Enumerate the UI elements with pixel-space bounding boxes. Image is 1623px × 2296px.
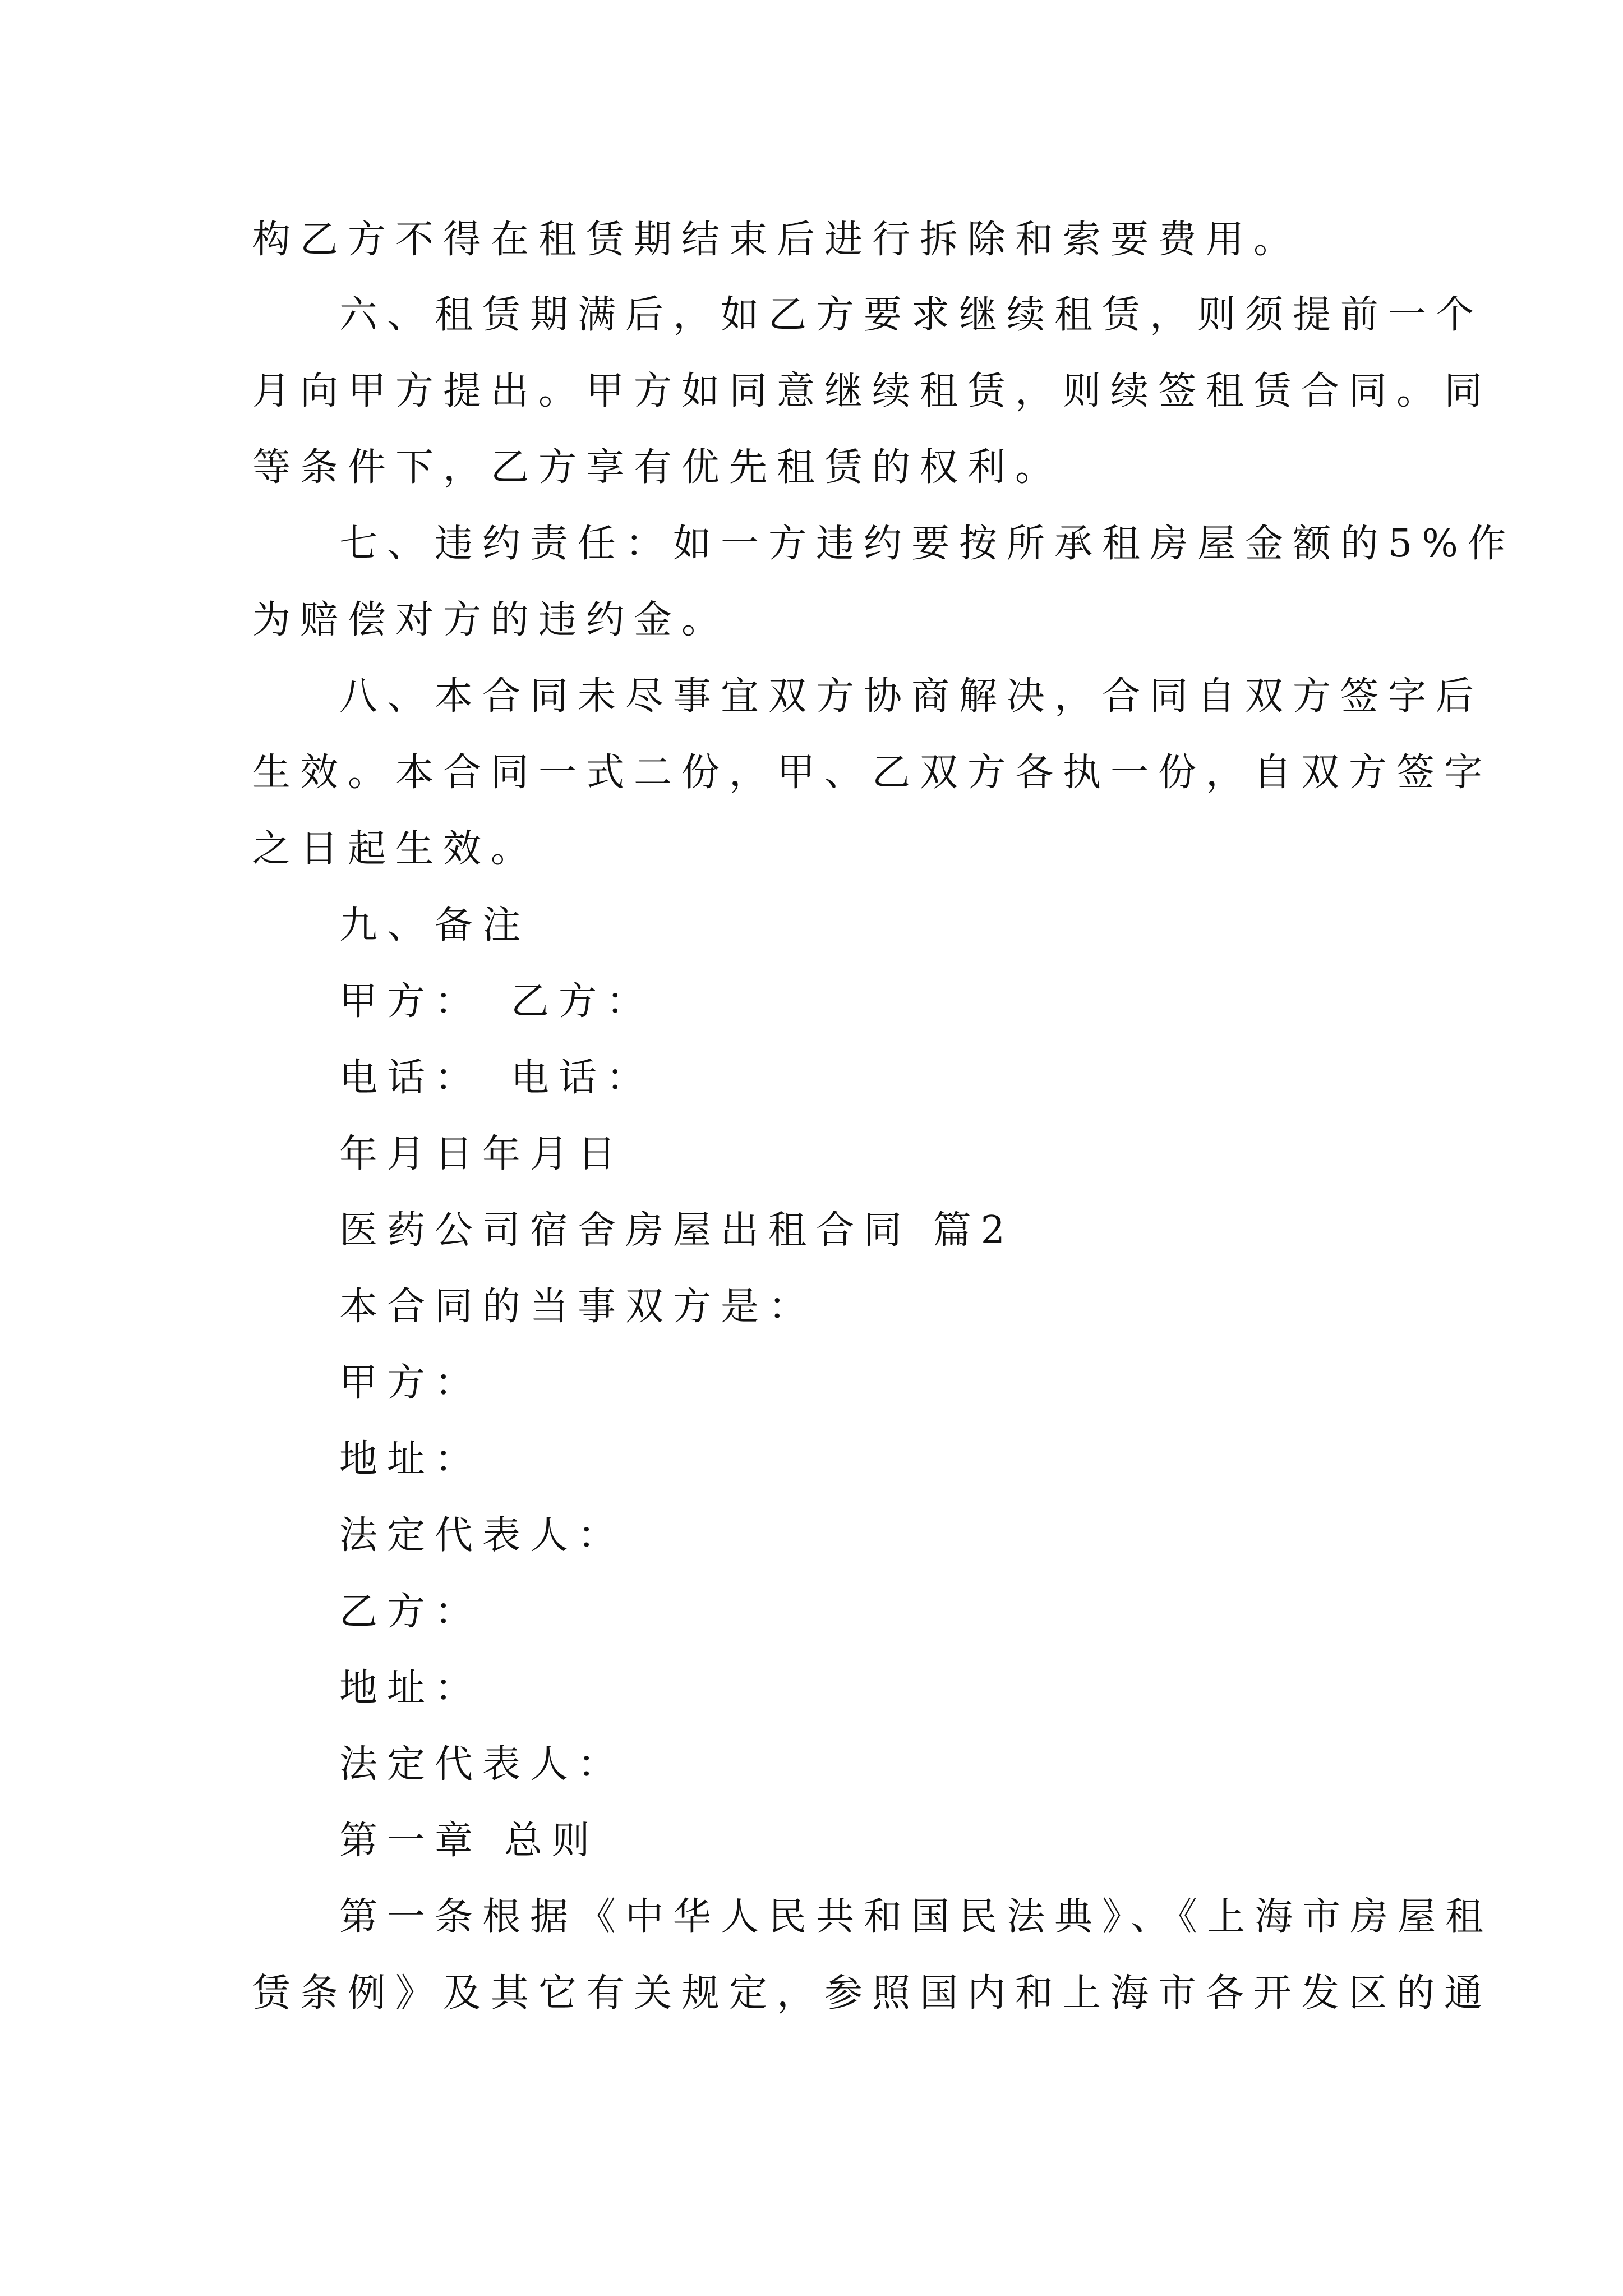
text-line: 八、本合同未尽事宜双方协商解决，合同自双方签字后	[339, 674, 1484, 719]
chapter-heading: 第一章 总则	[339, 1819, 600, 1863]
text-line: 甲方： 乙方：	[339, 979, 654, 1024]
text-line: 电话： 电话：	[339, 1056, 654, 1100]
text-line: 甲方：	[339, 1361, 483, 1405]
text-line: 法定代表人：	[339, 1742, 626, 1787]
text-line: 年月日年月日	[339, 1132, 626, 1176]
text-line: 之日起生效。	[252, 827, 539, 871]
text-line: 地址：	[339, 1666, 483, 1710]
text-line: 地址：	[339, 1437, 483, 1481]
text-line: 乙方：	[339, 1590, 483, 1634]
text-line: 赁条例》及其它有关规定，参照国内和上海市各开发区的通	[252, 1971, 1492, 2016]
text-line: 构乙方不得在租赁期结束后进行拆除和索要费用。	[252, 218, 1302, 262]
text-line: 第一条根据《中华人民共和国民法典》、《上海市房屋租	[339, 1895, 1493, 1939]
text-line: 月向甲方提出。甲方如同意继续租赁，则续签租赁合同。同	[252, 369, 1492, 413]
text-line: 法定代表人：	[339, 1513, 626, 1558]
text-line: 为赔偿对方的违约金。	[252, 598, 730, 642]
text-line: 本合同的当事双方是：	[339, 1285, 817, 1329]
text-line: 生效。本合同一式二份，甲、乙双方各执一份，自双方签字	[252, 751, 1492, 795]
section-heading: 医药公司宿舍房屋出租合同 篇2	[339, 1208, 1015, 1253]
text-line: 等条件下，乙方享有优先租赁的权利。	[252, 445, 1063, 490]
text-line: 六、租赁期满后，如乙方要求继续租赁，则须提前一个	[339, 293, 1484, 337]
text-line: 九、备注	[339, 903, 531, 947]
text-line: 七、违约责任：如一方违约要按所承租房屋金额的5%作	[339, 522, 1515, 566]
